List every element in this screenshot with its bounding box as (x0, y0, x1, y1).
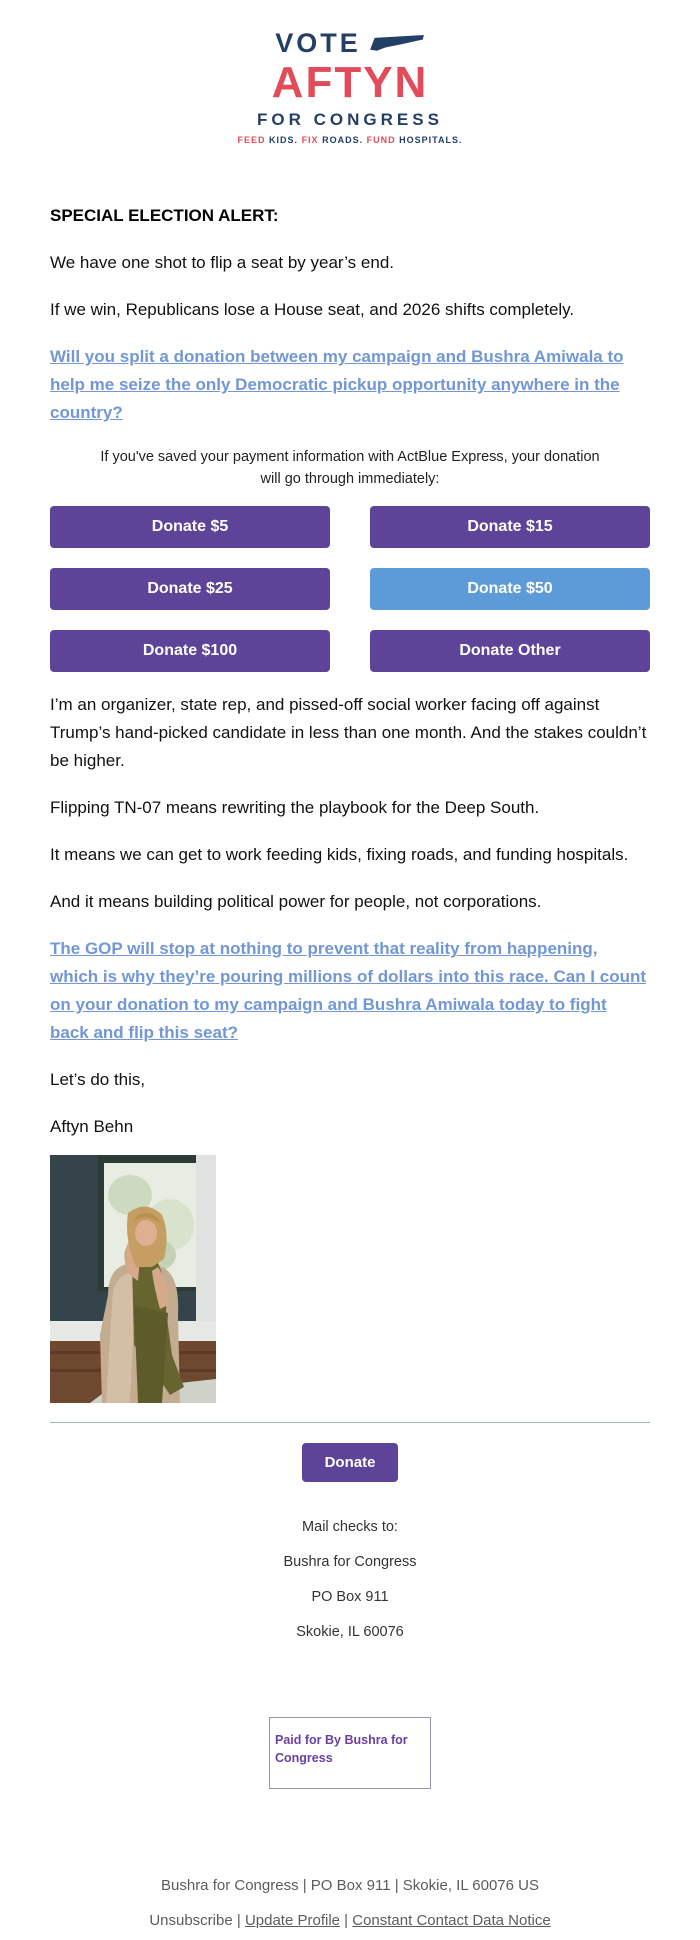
campaign-logo (0, 0, 700, 145)
candidate-photo (50, 1155, 216, 1403)
footer-links-row (0, 1912, 700, 1930)
mail-checks-line: Skokie, IL 60076 (296, 1624, 404, 1640)
mail-checks-line: Bushra for Congress (283, 1554, 417, 1570)
logo-vote-text: VOTE (275, 28, 361, 58)
paragraph-flipping-tn07: Flipping TN-07 means rewriting the playbook for the Deep South. (50, 798, 540, 817)
donate-other-button[interactable]: Donate Other (370, 630, 650, 672)
donate-cta-button[interactable]: Donate (302, 1443, 399, 1482)
paragraph-organizer: I’m an organizer, state rep, and pissed-off social worker facing off against Trump’s hand-picked candidate in less than one month. And the stakes couldn’t be higher. (50, 695, 647, 770)
donate-100-button[interactable]: Donate $100 (50, 630, 330, 672)
paragraph-political-power: And it means building political power for people, not corporations. (50, 892, 542, 911)
paragraph-it-means: It means we can get to work feeding kids, fixing roads, and funding hospitals. (50, 845, 629, 864)
paid-for-text: Paid for By Bushra for Congress (275, 1733, 408, 1765)
donate-15-button[interactable]: Donate $15 (370, 506, 650, 548)
footer-separator: | (236, 1912, 241, 1929)
tagline-word: FUND (366, 135, 396, 145)
donate-amount-grid (50, 506, 650, 672)
donate-25-button[interactable]: Donate $25 (50, 568, 330, 610)
paragraph-one-shot: We have one shot to flip a seat by year’s end. (50, 253, 394, 272)
signature: Aftyn Behn (50, 1117, 134, 1136)
gop-fight-back-link[interactable]: The GOP will stop at nothing to prevent that reality from happening, which is why they’re pouring millions of dollars into this race. Can I count on your donation to my campaign and Bushra Amiwala today to fight back and flip this seat? (50, 939, 647, 1042)
mail-checks-line: PO Box 911 (311, 1589, 389, 1605)
logo-tagline (0, 136, 700, 145)
donate-50-button[interactable]: Donate $50 (370, 568, 650, 610)
signoff: Let’s do this, (50, 1070, 146, 1089)
tagline-word: HOSPITALS. (399, 135, 463, 145)
mail-checks-heading: Mail checks to: (302, 1519, 398, 1535)
paragraph-if-we-win: If we win, Republicans lose a House seat, and 2026 shifts completely. (50, 300, 575, 319)
donate-5-button[interactable]: Donate $5 (50, 506, 330, 548)
paid-for-disclaimer-box (269, 1717, 431, 1789)
alert-heading: SPECIAL ELECTION ALERT: (50, 206, 279, 225)
logo-candidate-name: AFTYN (271, 58, 429, 107)
constant-contact-data-notice-link[interactable]: Constant Contact Data Notice (352, 1912, 551, 1929)
footer-separator: | (344, 1912, 349, 1929)
tagline-word: ROADS. (322, 135, 364, 145)
footer-address: Bushra for Congress | PO Box 911 | Skokie, IL 60076 US (161, 1877, 539, 1894)
actblue-express-note: If you've saved your payment information with ActBlue Express, your donation will go through immediately: (100, 449, 600, 487)
mail-checks-block (50, 1520, 650, 1640)
tagline-word: FEED (237, 135, 266, 145)
tennessee-state-icon (369, 34, 425, 54)
split-donation-link[interactable]: Will you split a donation between my campaign and Bushra Amiwala to help me seize the only Democratic pickup opportunity anywhere in the country? (50, 347, 624, 422)
tagline-word: KIDS. (269, 135, 299, 145)
logo-for-congress: FOR CONGRESS (257, 110, 443, 129)
unsubscribe-link[interactable]: Unsubscribe (149, 1912, 233, 1929)
email-footer (0, 1877, 700, 1940)
update-profile-link[interactable]: Update Profile (244, 1912, 340, 1929)
tagline-word: FIX (301, 135, 319, 145)
email-body (0, 202, 700, 1789)
section-divider (50, 1422, 650, 1423)
